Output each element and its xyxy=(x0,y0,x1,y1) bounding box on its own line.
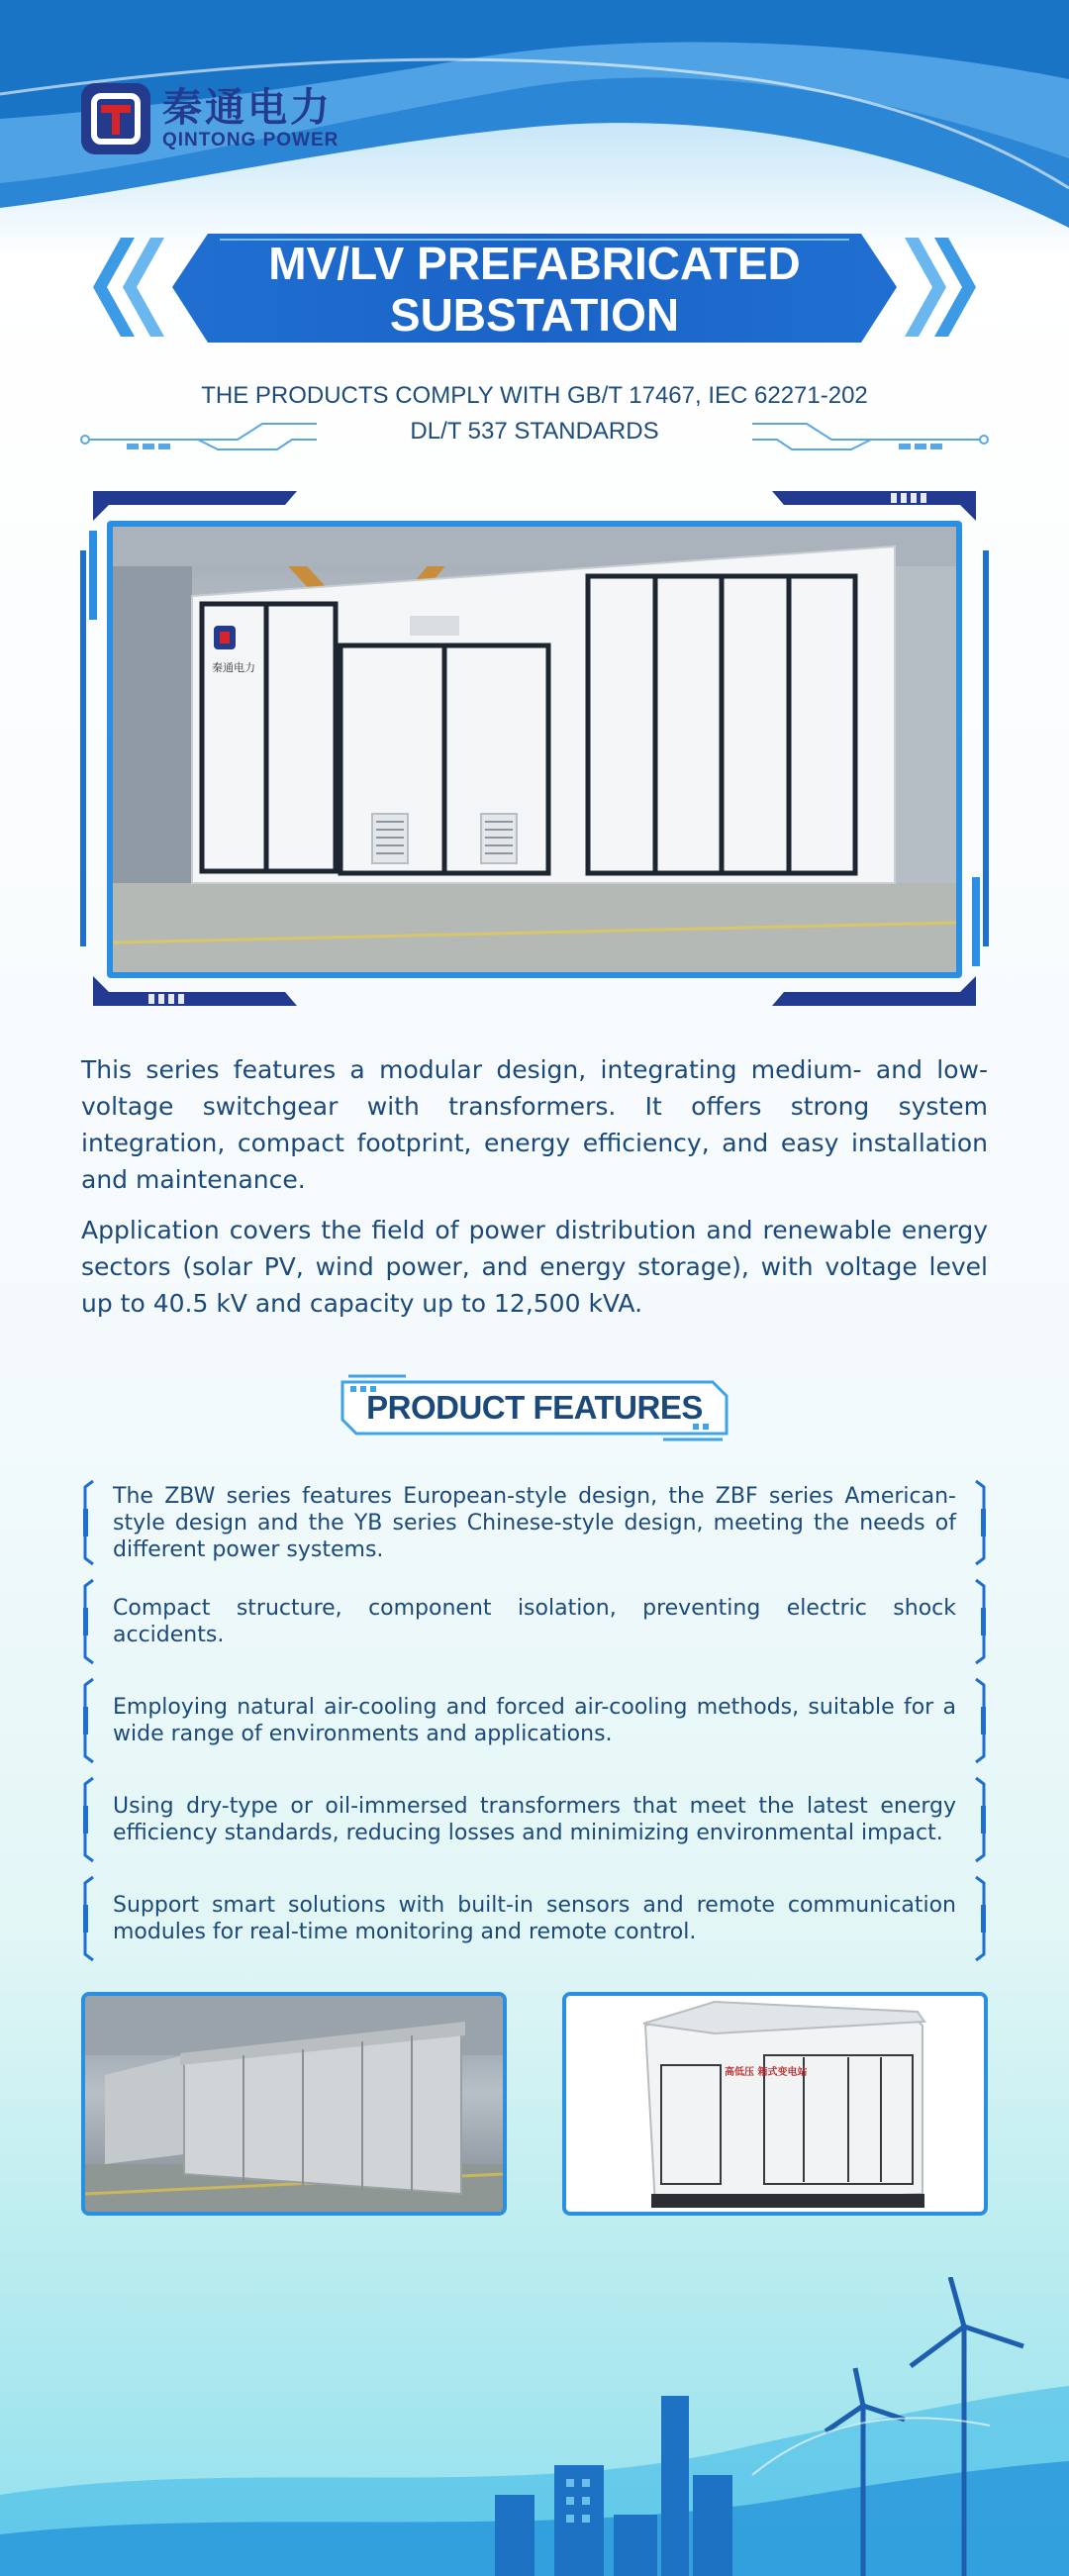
outdoor-substation-illustration xyxy=(566,1996,984,2212)
compliance-line-1: THE PRODUCTS COMPLY WITH GB/T 17467, IEC 62271-202 xyxy=(201,382,868,409)
feature-item xyxy=(81,1869,988,1968)
brand-name-cn: 秦通电力 xyxy=(162,85,333,131)
feature-item xyxy=(81,1770,988,1869)
logo-mark-icon xyxy=(81,83,150,154)
features-heading: PRODUCT FEATURES xyxy=(366,1389,703,1426)
bracket-right-icon xyxy=(972,1875,988,1962)
bracket-right-icon xyxy=(972,1677,988,1764)
bracket-left-icon xyxy=(81,1776,97,1863)
container-logo-label: 秦通电力 xyxy=(212,661,255,674)
features-heading-box xyxy=(337,1372,732,1443)
bracket-left-icon xyxy=(81,1479,97,1566)
outdoor-box-label: 高低压 箱式变电站 xyxy=(725,2067,808,2078)
feature-text-4: Using dry-type or oil-immersed transformers that meet the latest energy efficiency standards, reducing losses and minimizing environmental impact. xyxy=(113,1794,956,1845)
bracket-left-icon xyxy=(81,1677,97,1764)
main-product-photo xyxy=(107,521,962,978)
bracket-right-icon xyxy=(972,1776,988,1863)
circuit-decoration xyxy=(79,416,990,461)
title-line-1: MV/LV PREFABRICATED xyxy=(268,238,801,289)
features-list xyxy=(81,1473,988,1968)
feature-item xyxy=(81,1572,988,1671)
feature-text-3: Employing natural air-cooling and forced air-cooling methods, suitable for a wide range of environments and applications. xyxy=(113,1695,956,1746)
bracket-left-icon xyxy=(81,1875,97,1962)
brand-name-en: QINTONG POWER xyxy=(162,130,340,150)
indoor-substation-illustration xyxy=(85,1996,503,2212)
compliance-line-2: DL/T 537 STANDARDS xyxy=(410,418,659,445)
description-paragraph-2: Application covers the field of power distribution and renewable energy sectors (solar PV, wind power, and energy storage), with voltage level up to 40.5 kV and capacity up to 12,500 kVA. xyxy=(81,1216,988,1318)
feature-text-1: The ZBW series features European-style design, the ZBF series American-style design and the YB series Chinese-style design, meeting the needs of different power systems. xyxy=(113,1483,956,1562)
feature-item xyxy=(81,1473,988,1572)
page-title xyxy=(249,238,820,341)
brand-logo xyxy=(81,83,339,154)
product-photo-indoor xyxy=(81,1992,507,2216)
skyline-wind-turbines-decoration xyxy=(0,2277,1069,2576)
feature-item xyxy=(81,1671,988,1770)
product-photo-outdoor xyxy=(562,1992,988,2216)
bracket-left-icon xyxy=(81,1578,97,1665)
product-description xyxy=(81,1051,988,1322)
bracket-right-icon xyxy=(972,1479,988,1566)
bracket-right-icon xyxy=(972,1578,988,1665)
feature-text-2: Compact structure, component isolation, preventing electric shock accidents. xyxy=(113,1596,956,1647)
substation-illustration xyxy=(113,527,956,972)
title-line-2: SUBSTATION xyxy=(389,289,680,341)
feature-text-5: Support smart solutions with built-in sensors and remote communication modules for real-time monitoring and remote control. xyxy=(113,1893,956,1944)
description-paragraph-1: This series features a modular design, integrating medium- and low-voltage switchgear with transformers. It offers strong system integration, compact footprint, energy efficiency, and easy installation and maintenance. xyxy=(81,1055,988,1194)
title-banner xyxy=(81,230,988,347)
